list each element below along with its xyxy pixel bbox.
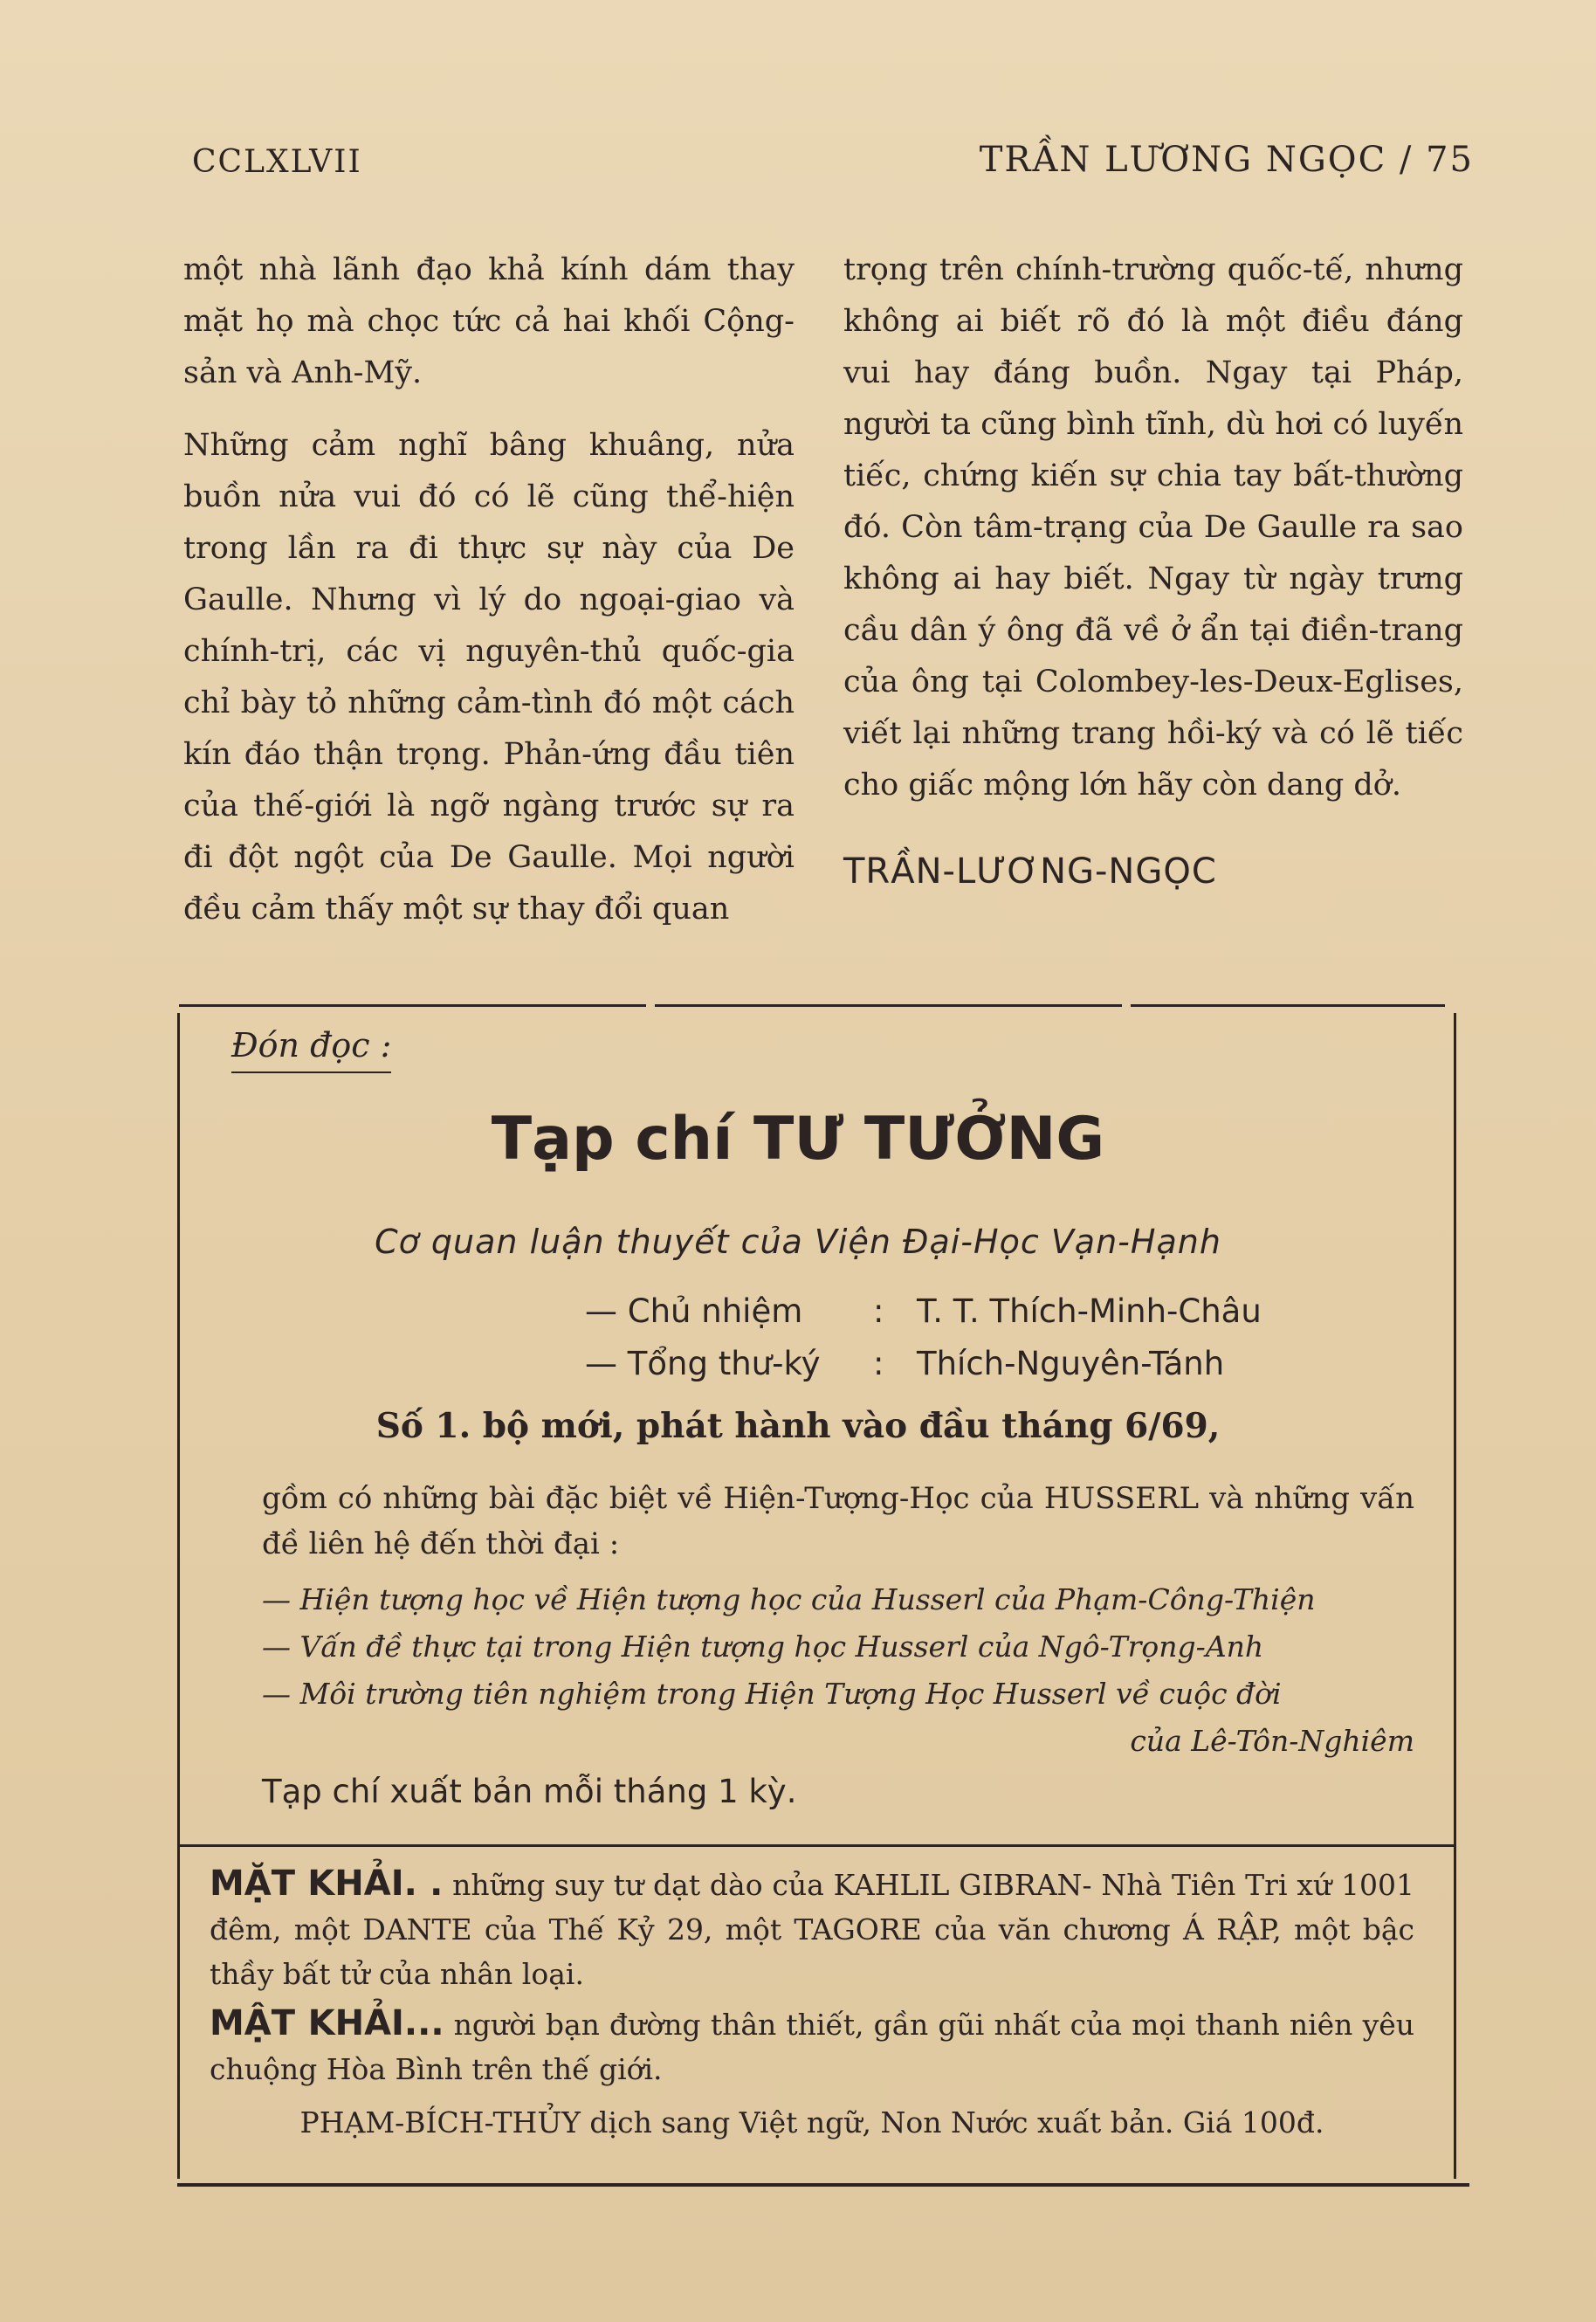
ad-top-rule	[1131, 1004, 1445, 1007]
ad-kicker: Đón đọc :	[231, 1026, 391, 1073]
magazine-title: Tạp chí TƯ TƯỞNG	[491, 1105, 1105, 1174]
article-column-left	[183, 245, 795, 956]
staff-name: Thích-Nguyên-Tánh	[917, 1345, 1225, 1382]
book-blurb-text: người bạn đường thân thiết, gần gũi nhất của mọi thanh niên yêu chuộng Hòa Bình trên thế giới.	[210, 2008, 1414, 2086]
running-header-right: TRẦN LƯƠNG NGỌC / 75	[979, 140, 1474, 180]
issue-intro: gồm có những bài đặc biệt về Hiện-Tượng-Học của HUSSERL và những vấn đề liên hệ đến thời đại :	[262, 1481, 1414, 1561]
staff-colon: :	[873, 1345, 884, 1382]
book-blurb	[210, 2002, 1414, 2091]
ad-top-rule	[179, 1004, 646, 1007]
article-column-right	[843, 245, 1463, 898]
article-list-item: — Hiện tượng học về Hiện tượng học của Husserl của Phạm-Công-Thiện	[262, 1582, 1316, 1616]
book-blurb-text: những suy tư dạt dào của KAHLIL GIBRAN- Nhà Tiên Tri xứ 1001 đêm, một DANTE của Thế Kỷ 29, một TAGORE của văn chương Á RẬP, một bậc thầy bất tử của nhân loại.	[210, 1868, 1414, 1991]
article-paragraph: Những cảm nghĩ bâng khuâng, nửa buồn nửa vui đó có lẽ cũng thể-hiện trong lần ra đi thực sự này của De Gaulle. Nhưng vì lý do ngoại-giao và chính-trị, các vị nguyên-thủ quốc-gia chỉ bày tỏ những cảm-tình đó một cách kín đáo thận trọng. Phản-ứng đầu tiên của thế-giới là ngỡ ngàng trước sự ra đi đột ngột của De Gaulle. Mọi người đều cảm thấy một sự thay đổi quan	[183, 428, 795, 927]
book-title: MẶT KHẢI. .	[210, 1864, 444, 1904]
ad-separator	[177, 1844, 1456, 1847]
issue-announcement: Số 1. bộ mới, phát hành vào đầu tháng 6/69,	[375, 1406, 1221, 1446]
article-list	[262, 1576, 1414, 1765]
article-paragraph: một nhà lãnh đạo khả kính dám thay mặt họ mà chọc tức cả hai khối Cộng-sản và Anh-Mỹ.	[183, 252, 795, 390]
book-blurb	[210, 1862, 1414, 1996]
author-signature: TRẦN-LƯƠNG-NGỌC	[843, 851, 1217, 892]
ad-top-rule	[655, 1004, 1122, 1007]
article-list-item-continuation: của Lê-Tôn-Nghiêm	[1130, 1724, 1414, 1758]
article-paragraph: trọng trên chính-trường quốc-tế, nhưng không ai biết rõ đó là một điều đáng vui hay đáng buồn. Ngay tại Pháp, người ta cũng bình tĩnh, dù hơi có luyến tiếc, chứng kiến sự chia tay bất-thường đó. Còn tâm-trạng của De Gaulle ra sao không ai hay biết. Ngay từ ngày trưng cầu dân ý ông đã về ở ẩn tại điền-trang của ông tại Colombey-les-Deux-Eglises, viết lại những trang hồi-ký và có lẽ tiếc cho giấc mộng lớn hãy còn dang dở.	[843, 252, 1463, 803]
book-title: MẬT KHẢI...	[210, 2003, 444, 2043]
staff-colon: :	[873, 1292, 884, 1330]
staff-role: — Tổng thư-ký	[585, 1345, 821, 1382]
staff-line	[585, 1345, 1224, 1382]
publication-frequency: Tạp chí xuất bản mỗi tháng 1 kỳ.	[262, 1773, 797, 1810]
book-advertisement	[210, 1862, 1414, 2150]
ad-bottom-rule	[177, 2183, 1469, 2187]
staff-name: T. T. Thích-Minh-Châu	[917, 1292, 1262, 1330]
magazine-subtitle: Cơ quan luận thuyết của Viện Đại-Học Vạn-Hạnh	[375, 1223, 1221, 1261]
running-header-left: CCLXLVII	[192, 144, 362, 180]
staff-line	[585, 1292, 1262, 1330]
book-publisher: PHẠM-BÍCH-THỦY dịch sang Việt ngữ, Non Nước xuất bản. Giá 100đ.	[299, 2105, 1324, 2139]
article-list-item: — Môi trường tiên nghiệm trong Hiện Tượng Học Husserl về cuộc đời	[262, 1677, 1282, 1711]
article-list-item: — Vấn đề thực tại trong Hiện tượng học Husserl của Ngô-Trọng-Anh	[262, 1630, 1264, 1664]
staff-role: — Chủ nhiệm	[585, 1292, 803, 1330]
